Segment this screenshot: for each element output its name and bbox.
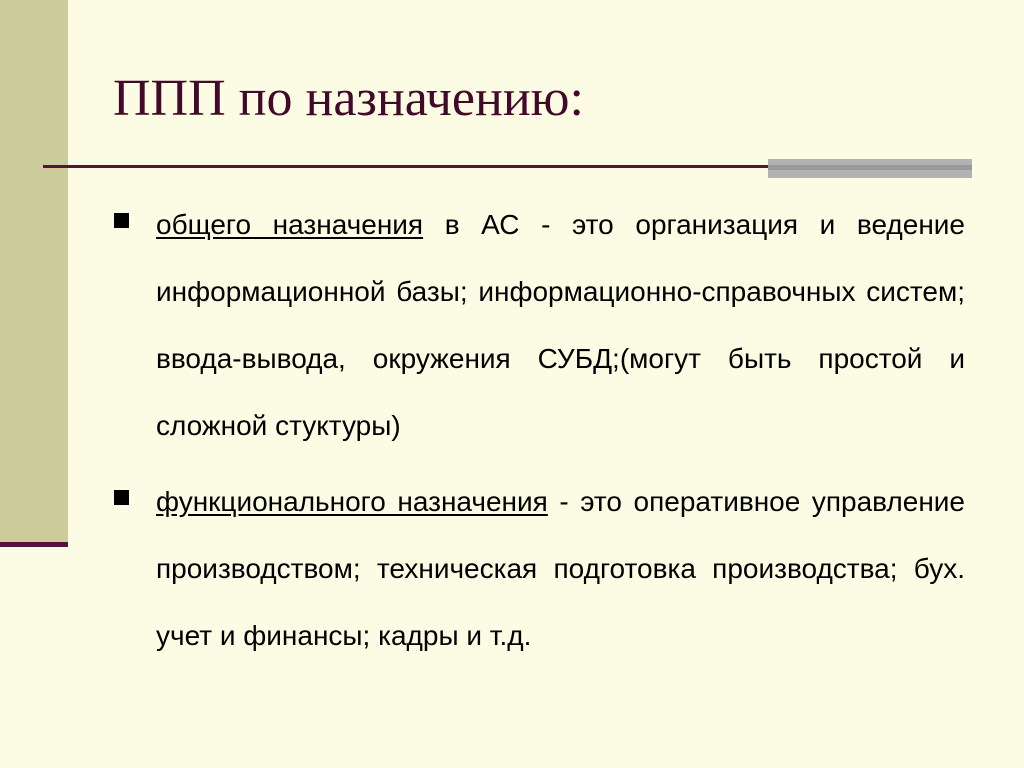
slide-title: ППП по назначению: — [113, 70, 584, 127]
bullet-text: в АС - это организация и ведение информационной базы; информационно-справочных систем; ввода-вывода, окружения СУБД;(могут быть простой и сложной стуктуры) — [156, 209, 965, 441]
square-bullet-icon — [114, 490, 129, 505]
bullet-item-general-purpose — [113, 191, 965, 459]
title-underline-rule — [43, 165, 823, 168]
square-bullet-icon — [114, 213, 129, 228]
gray-accent-bar — [768, 159, 972, 178]
bullet-list — [113, 191, 965, 678]
left-accent-rule — [0, 542, 68, 547]
bullet-term: общего назначения — [156, 209, 424, 240]
bullet-text: - это оперативное управление производством; техническая подготовка производства; бух. учет и финансы; кадры и т.д. — [156, 486, 965, 651]
left-decorative-band — [0, 0, 68, 547]
bullet-term: функционального назначения — [156, 486, 548, 517]
bullet-item-functional-purpose — [113, 468, 965, 669]
